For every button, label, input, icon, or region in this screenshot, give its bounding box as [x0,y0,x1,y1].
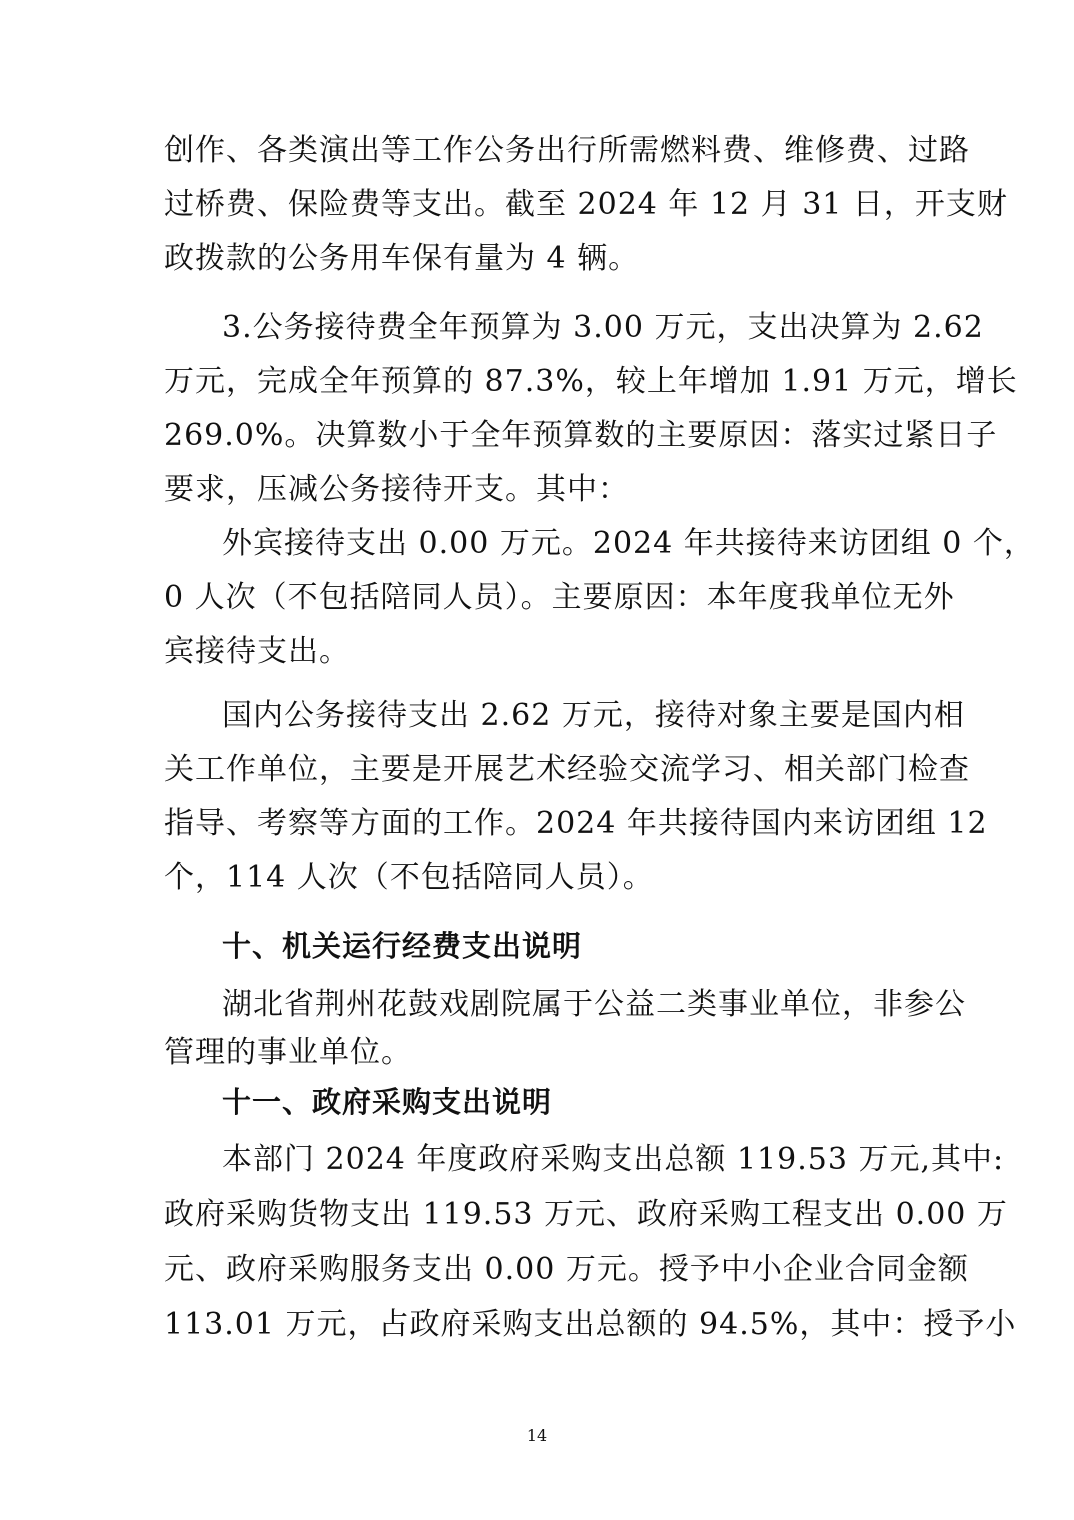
section-heading: 十、机关运行经费支出说明 [222,929,583,963]
page-number: 14 [526,1426,548,1445]
paragraph-line: 指导、考察等方面的工作。2024 年共接待国内来访团组 12 [164,806,988,841]
paragraph-line: 政拨款的公务用车保有量为 4 辆。 [164,241,640,276]
paragraph-line: 3.公务接待费全年预算为 3.00 万元，支出决算为 2.62 [222,310,984,345]
paragraph-line: 个，114 人次（不包括陪同人员）。 [164,860,654,895]
paragraph-line: 本部门 2024 年度政府采购支出总额 119.53 万元,其中: [222,1142,1005,1177]
paragraph-line: 0 人次（不包括陪同人员）。主要原因：本年度我单位无外 [164,580,955,615]
paragraph-line: 外宾接待支出 0.00 万元。2024 年共接待来访团组 0 个， [222,526,1035,561]
paragraph-line: 269.0%。决算数小于全年预算数的主要原因：落实过紧日子 [164,418,998,453]
paragraph-line: 湖北省荆州花鼓戏剧院属于公益二类事业单位，非参公 [222,987,966,1022]
paragraph-line: 国内公务接待支出 2.62 万元，接待对象主要是国内相 [222,698,965,733]
paragraph-line: 元、政府采购服务支出 0.00 万元。授予中小企业合同金额 [164,1252,969,1287]
paragraph-line: 113.01 万元，占政府采购支出总额的 94.5%，其中：授予小 [164,1307,1017,1342]
paragraph-line: 过桥费、保险费等支出。截至 2024 年 12 月 31 日，开支财 [164,187,1008,222]
paragraph-line: 关工作单位，主要是开展艺术经验交流学习、相关部门检查 [164,752,970,787]
paragraph-line: 创作、各类演出等工作公务出行所需燃料费、维修费、过路 [164,133,970,168]
paragraph-line: 管理的事业单位。 [164,1035,412,1070]
paragraph-line: 政府采购货物支出 119.53 万元、政府采购工程支出 0.00 万 [164,1197,1008,1232]
section-heading: 十一、政府采购支出说明 [222,1085,553,1119]
paragraph-line: 万元，完成全年预算的 87.3%，较上年增加 1.91 万元，增长 [164,364,1018,399]
paragraph-line: 宾接待支出。 [164,634,350,669]
paragraph-line: 要求，压减公务接待开支。其中： [164,472,629,507]
